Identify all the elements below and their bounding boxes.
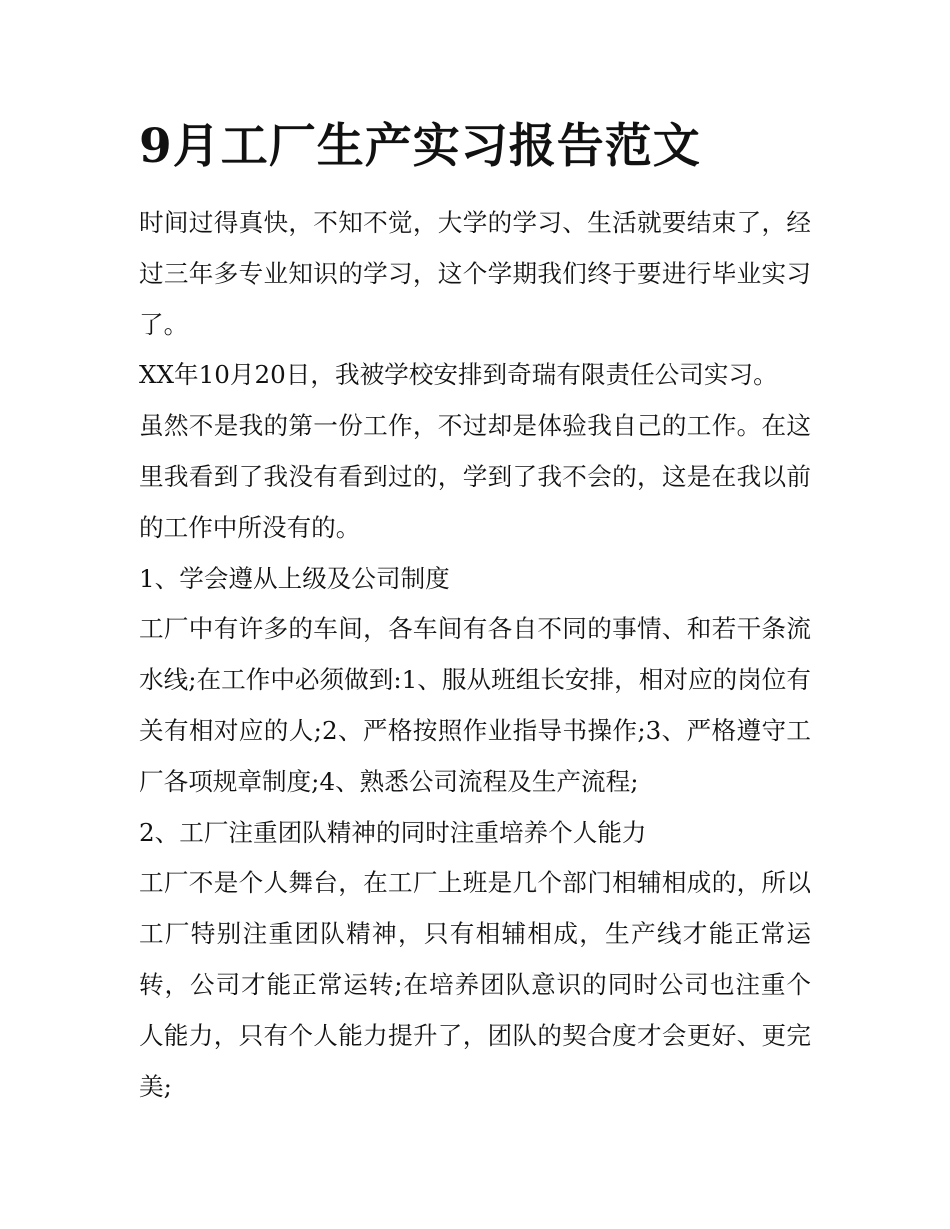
document-title: 9月工厂生产实习报告范文 [139,119,701,174]
paragraph-experience: 虽然不是我的第一份工作，不过却是体验我自己的工作。在这里我看到了我没有看到过的，学到了我不会的，这是在我以前的工作中所没有的。 [139,411,811,542]
paragraph-intro: 时间过得真快，不知不觉，大学的学习、生活就要结束了，经过三年多专业知识的学习，这个学期我们终于要进行毕业实习了。 [139,208,811,339]
section-heading-1: 1、学会遵从上级及公司制度 [139,563,450,593]
paragraph-internship-date: XX年10月20日，我被学校安排到奇瑞有限责任公司实习。 [139,360,778,390]
document-body [139,198,811,1112]
section-heading-2: 2、工厂注重团队精神的同时注重培养个人能力 [139,817,647,847]
paragraph-factory-rules: 工厂中有许多的车间，各车间有各自不同的事情、和若干条流水线;在工作中必须做到:1、服从班组长安排，相对应的岗位有关有相对应的人;2、严格按照作业指导书操作;3、严格遵守工厂各项规章制度;4、熟悉公司流程及生产流程; [139,614,811,796]
paragraph-teamwork: 工厂不是个人舞台，在工厂上班是几个部门相辅相成的，所以工厂特别注重团队精神，只有相辅相成，生产线才能正常运转，公司才能正常运转;在培养团队意识的同时公司也注重个人能力，只有个人能力提升了，团队的契合度才会更好、更完美; [139,868,811,1101]
